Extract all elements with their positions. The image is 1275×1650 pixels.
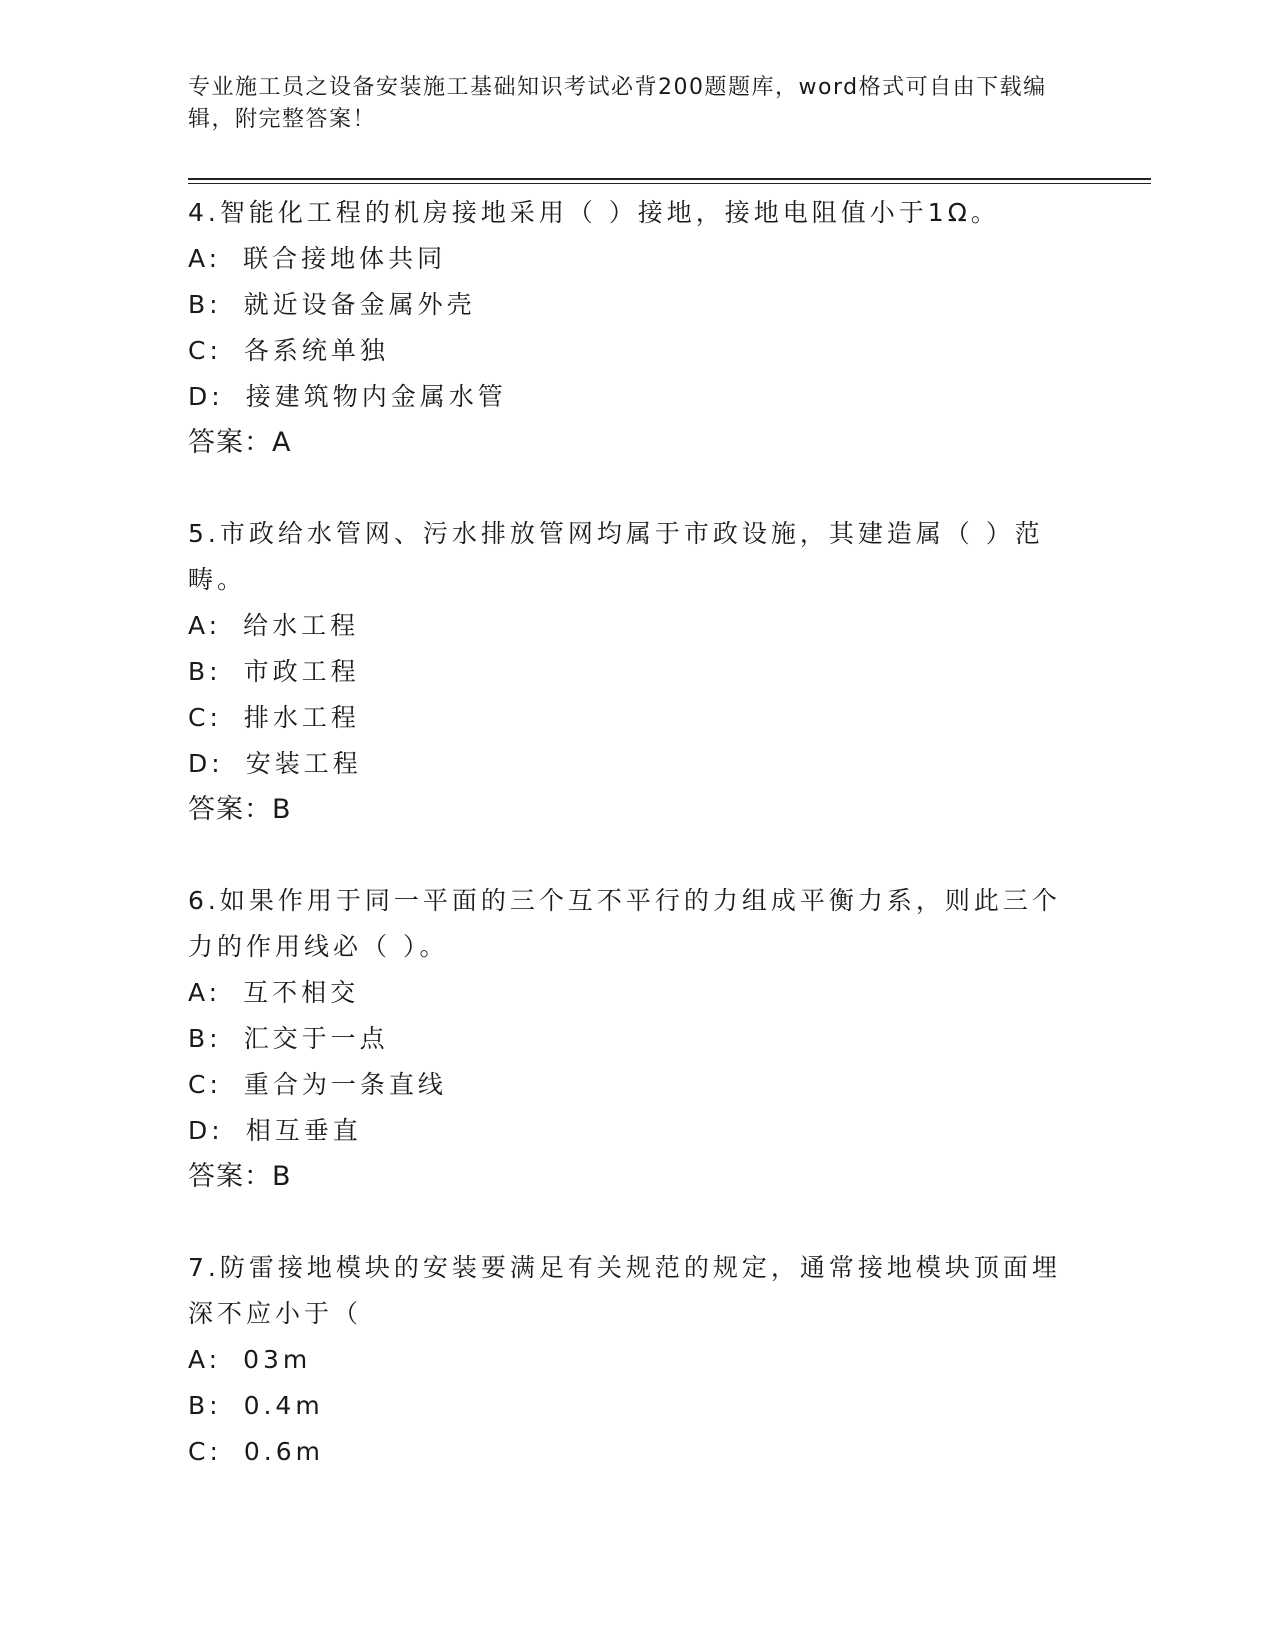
- option-text: 汇交于一点: [243, 1024, 389, 1053]
- question-stem: 7.防雷接地模块的安装要满足有关规范的规定，通常接地模块顶面埋深不应小于（: [188, 1253, 1061, 1328]
- option-letter: B:: [188, 1024, 222, 1053]
- option-a: [188, 970, 1088, 1016]
- option-text: 03m: [243, 1345, 312, 1374]
- option-text: 安装工程: [245, 749, 362, 778]
- answer-line: 答案：A: [188, 427, 292, 458]
- option-c: [188, 695, 1088, 741]
- question-stem: 4.智能化工程的机房接地采用（ ）接地，接地电阻值小于1Ω。: [188, 198, 1000, 227]
- option-d: [188, 374, 1088, 420]
- option-letter: C:: [188, 703, 222, 732]
- option-letter: B:: [188, 290, 222, 319]
- option-letter: B:: [188, 1391, 222, 1420]
- option-text: 相互垂直: [245, 1116, 362, 1145]
- option-letter: C:: [188, 1437, 222, 1466]
- option-text: 0.4m: [243, 1391, 324, 1420]
- option-a: [188, 1337, 1088, 1383]
- header-divider-thin: [188, 183, 1151, 184]
- question-list: [188, 190, 1088, 1520]
- option-letter: D:: [188, 382, 224, 411]
- option-letter: B:: [188, 657, 222, 686]
- option-letter: A:: [188, 611, 222, 640]
- option-b: [188, 1016, 1088, 1062]
- option-d: [188, 741, 1088, 787]
- option-letter: C:: [188, 336, 222, 365]
- header-divider-thick: [188, 178, 1151, 180]
- option-text: 重合为一条直线: [243, 1070, 447, 1099]
- question-6: [188, 878, 1088, 1200]
- question-7: [188, 1245, 1088, 1475]
- question-stem: 6.如果作用于同一平面的三个互不平行的力组成平衡力系，则此三个力的作用线必（ ）。: [188, 886, 1061, 961]
- option-a: [188, 236, 1088, 282]
- option-letter: D:: [188, 749, 224, 778]
- answer-line: 答案：B: [188, 794, 292, 825]
- option-c: [188, 1429, 1088, 1475]
- option-b: [188, 282, 1088, 328]
- option-letter: A:: [188, 244, 222, 273]
- document-header: 专业施工员之设备安装施工基础知识考试必背200题题库，word格式可自由下载编辑，附完整答案！: [188, 75, 1047, 132]
- option-letter: C:: [188, 1070, 222, 1099]
- option-text: 联合接地体共同: [243, 244, 447, 273]
- option-b: [188, 649, 1088, 695]
- option-c: [188, 328, 1088, 374]
- option-text: 就近设备金属外壳: [243, 290, 476, 319]
- option-text: 接建筑物内金属水管: [245, 382, 507, 411]
- option-letter: A:: [188, 1345, 222, 1374]
- option-a: [188, 603, 1088, 649]
- question-5: [188, 511, 1088, 833]
- option-b: [188, 1383, 1088, 1429]
- option-text: 排水工程: [243, 703, 360, 732]
- answer-line: 答案：B: [188, 1161, 292, 1192]
- question-stem: 5.市政给水管网、污水排放管网均属于市政设施，其建造属（ ）范畴。: [188, 519, 1044, 594]
- option-text: 互不相交: [243, 978, 360, 1007]
- option-d: [188, 1108, 1088, 1154]
- option-text: 市政工程: [243, 657, 360, 686]
- option-letter: D:: [188, 1116, 224, 1145]
- option-text: 各系统单独: [243, 336, 389, 365]
- option-letter: A:: [188, 978, 222, 1007]
- question-4: [188, 190, 1088, 466]
- option-text: 给水工程: [243, 611, 360, 640]
- option-text: 0.6m: [243, 1437, 325, 1466]
- option-c: [188, 1062, 1088, 1108]
